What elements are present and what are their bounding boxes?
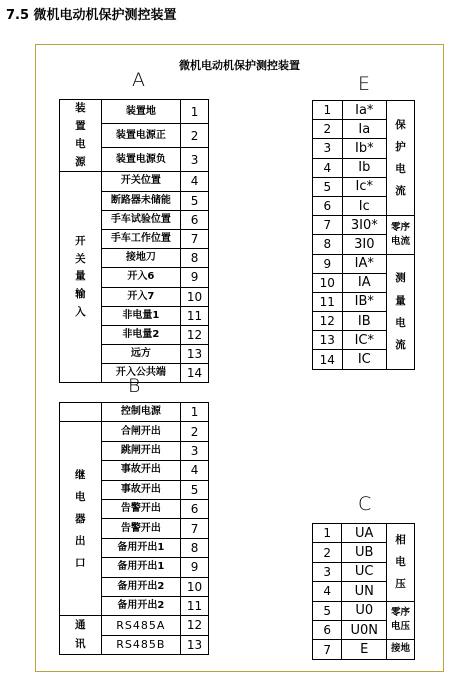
group-label-text: 零序电压 — [390, 607, 410, 633]
terminal-label: 备用开出2 — [101, 596, 181, 615]
terminal-number: 8 — [181, 249, 209, 268]
terminal-number: 6 — [313, 620, 342, 639]
terminal-number: 10 — [313, 273, 343, 292]
terminal-label: 告警开出 — [101, 519, 181, 538]
signal-label: IB — [342, 312, 386, 331]
terminal-number: 5 — [181, 480, 209, 499]
terminal-number: 6 — [313, 196, 343, 215]
table-row — [313, 601, 415, 620]
terminal-label: 开关位置 — [101, 172, 180, 191]
terminal-label: 断路器未储能 — [101, 191, 180, 210]
terminal-number: 6 — [181, 499, 209, 518]
section-b-letter: B — [128, 375, 141, 397]
terminal-number: 14 — [313, 350, 343, 369]
signal-label: IA — [342, 273, 386, 292]
table-row — [60, 616, 209, 635]
section-b-table — [59, 402, 209, 655]
section-c-letter: C — [358, 493, 372, 515]
signal-label: UN — [342, 582, 387, 601]
terminal-number: 3 — [313, 562, 342, 581]
section-c-table — [312, 523, 415, 660]
terminal-number: 7 — [181, 519, 209, 538]
signal-label: 3I0 — [342, 235, 386, 254]
table-row — [313, 216, 415, 235]
terminal-number: 4 — [181, 172, 209, 191]
section-a-table — [59, 99, 209, 383]
terminal-number: 8 — [181, 538, 209, 557]
signal-label: Ic — [342, 196, 386, 215]
group-label — [387, 601, 415, 640]
signal-label: 3I0* — [342, 216, 386, 235]
terminal-number: 13 — [313, 331, 343, 350]
terminal-label: 装置地 — [101, 100, 180, 124]
signal-label: Ia* — [342, 101, 386, 120]
terminal-label: 非电量2 — [101, 325, 180, 344]
terminal-label: 事故开出 — [101, 461, 181, 480]
terminal-number: 4 — [181, 461, 209, 480]
terminal-number: 10 — [181, 577, 209, 596]
group-label-text: 继电器出口 — [75, 468, 86, 569]
terminal-number: 8 — [313, 235, 343, 254]
signal-label: UB — [342, 543, 387, 562]
terminal-label: 合闸开出 — [101, 422, 181, 441]
group-label — [387, 254, 415, 369]
terminal-number: 10 — [181, 287, 209, 306]
terminal-number: 2 — [313, 543, 342, 562]
terminal-label: 接地刀 — [101, 249, 180, 268]
terminal-number: 3 — [181, 441, 209, 460]
terminal-number: 12 — [181, 616, 209, 635]
terminal-label: 事故开出 — [101, 480, 181, 499]
terminal-number: 5 — [313, 177, 343, 196]
terminal-label: 告警开出 — [101, 499, 181, 518]
signal-label: E — [342, 640, 387, 659]
terminal-number: 13 — [181, 635, 209, 654]
terminal-number: 9 — [181, 558, 209, 577]
terminal-label: RS485A — [101, 616, 181, 635]
group-label — [60, 616, 102, 655]
signal-label: IC* — [342, 331, 386, 350]
terminal-number: 12 — [181, 325, 209, 344]
terminal-label: 备用开出1 — [101, 538, 181, 557]
signal-label: Ic* — [342, 177, 386, 196]
terminal-label: 跳闸开出 — [101, 441, 181, 460]
table-row — [60, 172, 209, 191]
signal-label: UC — [342, 562, 387, 581]
terminal-number: 2 — [313, 120, 343, 139]
terminal-number: 7 — [313, 640, 342, 659]
terminal-number: 1 — [313, 101, 343, 120]
terminal-number: 13 — [181, 345, 209, 364]
panel-title: 微机电动机保护测控装置 — [179, 59, 300, 72]
table-row — [313, 254, 415, 273]
terminal-number: 1 — [181, 100, 209, 124]
terminal-number: 11 — [181, 596, 209, 615]
signal-label: Ia — [342, 120, 386, 139]
signal-label: IA* — [342, 254, 386, 273]
signal-label: Ib — [342, 158, 386, 177]
group-label-text: 相电压 — [395, 534, 406, 591]
table-row — [60, 403, 209, 422]
terminal-label: 备用开出2 — [101, 577, 181, 596]
signal-label: IB* — [342, 292, 386, 311]
section-heading: 7.5 微机电动机保护测控装置 — [6, 8, 177, 23]
signal-label: UA — [342, 524, 387, 543]
terminal-label: 远方 — [101, 345, 180, 364]
terminal-label: RS485B — [101, 635, 181, 654]
terminal-number: 4 — [313, 582, 342, 601]
group-label — [387, 640, 415, 659]
terminal-label: 开入公共端 — [101, 364, 180, 383]
terminal-number: 11 — [181, 306, 209, 325]
terminal-number: 1 — [181, 403, 209, 422]
section-a-letter: A — [132, 69, 145, 91]
terminal-number: 4 — [313, 158, 343, 177]
group-label — [60, 172, 102, 383]
section-e-table — [312, 100, 415, 370]
terminal-number: 9 — [313, 254, 343, 273]
diagram-frame — [35, 44, 444, 672]
terminal-label: 备用开出1 — [101, 558, 181, 577]
terminal-number: 7 — [313, 216, 343, 235]
terminal-label: 开入7 — [101, 287, 180, 306]
terminal-number: 14 — [181, 364, 209, 383]
table-row — [313, 101, 415, 120]
group-label-text: 零序电流 — [390, 221, 410, 247]
terminal-number: 5 — [313, 601, 342, 620]
terminal-number: 11 — [313, 292, 343, 311]
signal-label: Ib* — [342, 139, 386, 158]
section-e-letter: E — [358, 73, 371, 95]
group-label — [387, 524, 415, 602]
blank-cell — [60, 403, 102, 422]
group-label-text: 通讯 — [75, 619, 86, 651]
signal-label: U0N — [342, 620, 387, 639]
group-label-text: 装置电源 — [75, 102, 86, 168]
terminal-number: 6 — [181, 210, 209, 229]
group-label-text: 保护电流 — [395, 118, 406, 198]
table-row — [60, 422, 209, 441]
terminal-number: 2 — [181, 124, 209, 148]
terminal-number: 2 — [181, 422, 209, 441]
terminal-label: 手车工作位置 — [101, 229, 180, 248]
terminal-label: 装置电源负 — [101, 148, 180, 172]
terminal-number: 7 — [181, 229, 209, 248]
group-label — [387, 216, 415, 254]
signal-label: U0 — [342, 601, 387, 620]
terminal-number: 3 — [313, 139, 343, 158]
terminal-number: 9 — [181, 268, 209, 287]
group-label-text: 开关量输入 — [75, 234, 86, 319]
group-label-text: 测量电流 — [395, 272, 406, 351]
signal-label: IC — [342, 350, 386, 369]
group-label — [60, 422, 102, 616]
terminal-number: 1 — [313, 524, 342, 543]
group-label — [60, 100, 102, 172]
terminal-number: 5 — [181, 191, 209, 210]
table-row — [313, 524, 415, 543]
terminal-label: 开入6 — [101, 268, 180, 287]
table-row — [60, 100, 209, 124]
terminal-number: 12 — [313, 312, 343, 331]
group-label-text: 接地 — [390, 643, 410, 655]
terminal-label: 手车试验位置 — [101, 210, 180, 229]
group-label — [387, 101, 415, 216]
terminal-label: 非电量1 — [101, 306, 180, 325]
table-row — [313, 640, 415, 659]
terminal-number: 3 — [181, 148, 209, 172]
terminal-label: 装置电源正 — [101, 124, 180, 148]
terminal-label: 控制电源 — [101, 403, 181, 422]
